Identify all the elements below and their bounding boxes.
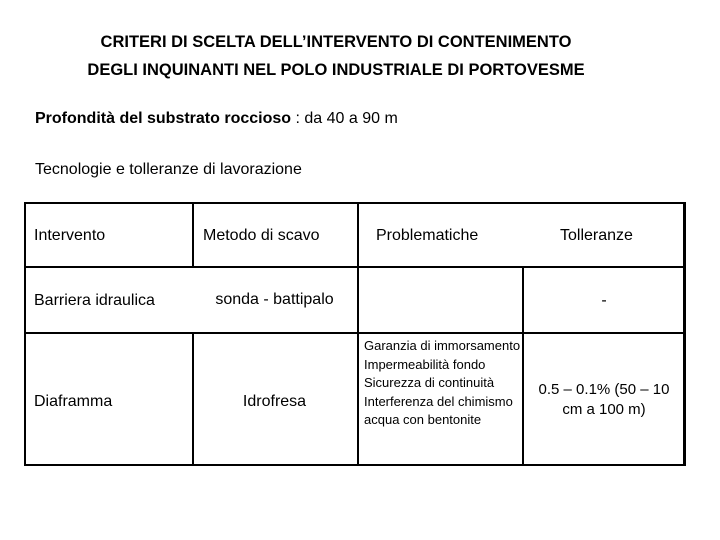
problem-item: Interferenza del chimismo acqua con bentonite <box>364 393 513 427</box>
depth-value: : da 40 a 90 m <box>291 110 398 127</box>
problem-item: Garanzia di immorsamento <box>364 338 521 353</box>
header-intervento: Intervento <box>34 227 106 244</box>
row-divider-1 <box>26 266 683 268</box>
problem-item: Sicurezza di continuità <box>364 375 495 390</box>
title-line-2: DEGLI INQUINANTI NEL POLO INDUSTRIALE DI PORTOVESME <box>87 61 585 79</box>
title-line-1: CRITERI DI SCELTA DELL’INTERVENTO DI CONTENIMENTO <box>100 33 572 51</box>
header-problematiche: Problematiche <box>376 227 479 244</box>
depth-info <box>35 110 398 128</box>
col-divider-1a <box>192 204 194 266</box>
row2-problematiche <box>364 337 524 430</box>
header-metodo: Metodo di scavo <box>203 227 320 244</box>
header-tolleranze: Tolleranze <box>560 227 633 244</box>
problem-item: Impermeabilità fondo <box>364 356 486 372</box>
document-title <box>0 28 672 84</box>
tech-heading: Tecnologie e tolleranze di lavorazione <box>35 161 302 178</box>
col-divider-2b <box>357 266 359 466</box>
row1-intervento: Barriera idraulica <box>34 292 155 309</box>
row1-metodo: sonda - battipalo <box>215 291 334 308</box>
col-divider-2a <box>357 204 359 266</box>
row2-metodo: Idrofresa <box>242 393 307 410</box>
row2-tolleranze: 0.5 – 0.1% (50 – 10 cm a 100 m) <box>538 381 670 418</box>
criteria-table <box>24 202 686 466</box>
row2-intervento: Diaframma <box>34 393 113 410</box>
row1-tolleranze: - <box>601 292 607 309</box>
depth-label: Profondità del substrato roccioso <box>35 110 292 127</box>
row-divider-2 <box>26 332 683 334</box>
